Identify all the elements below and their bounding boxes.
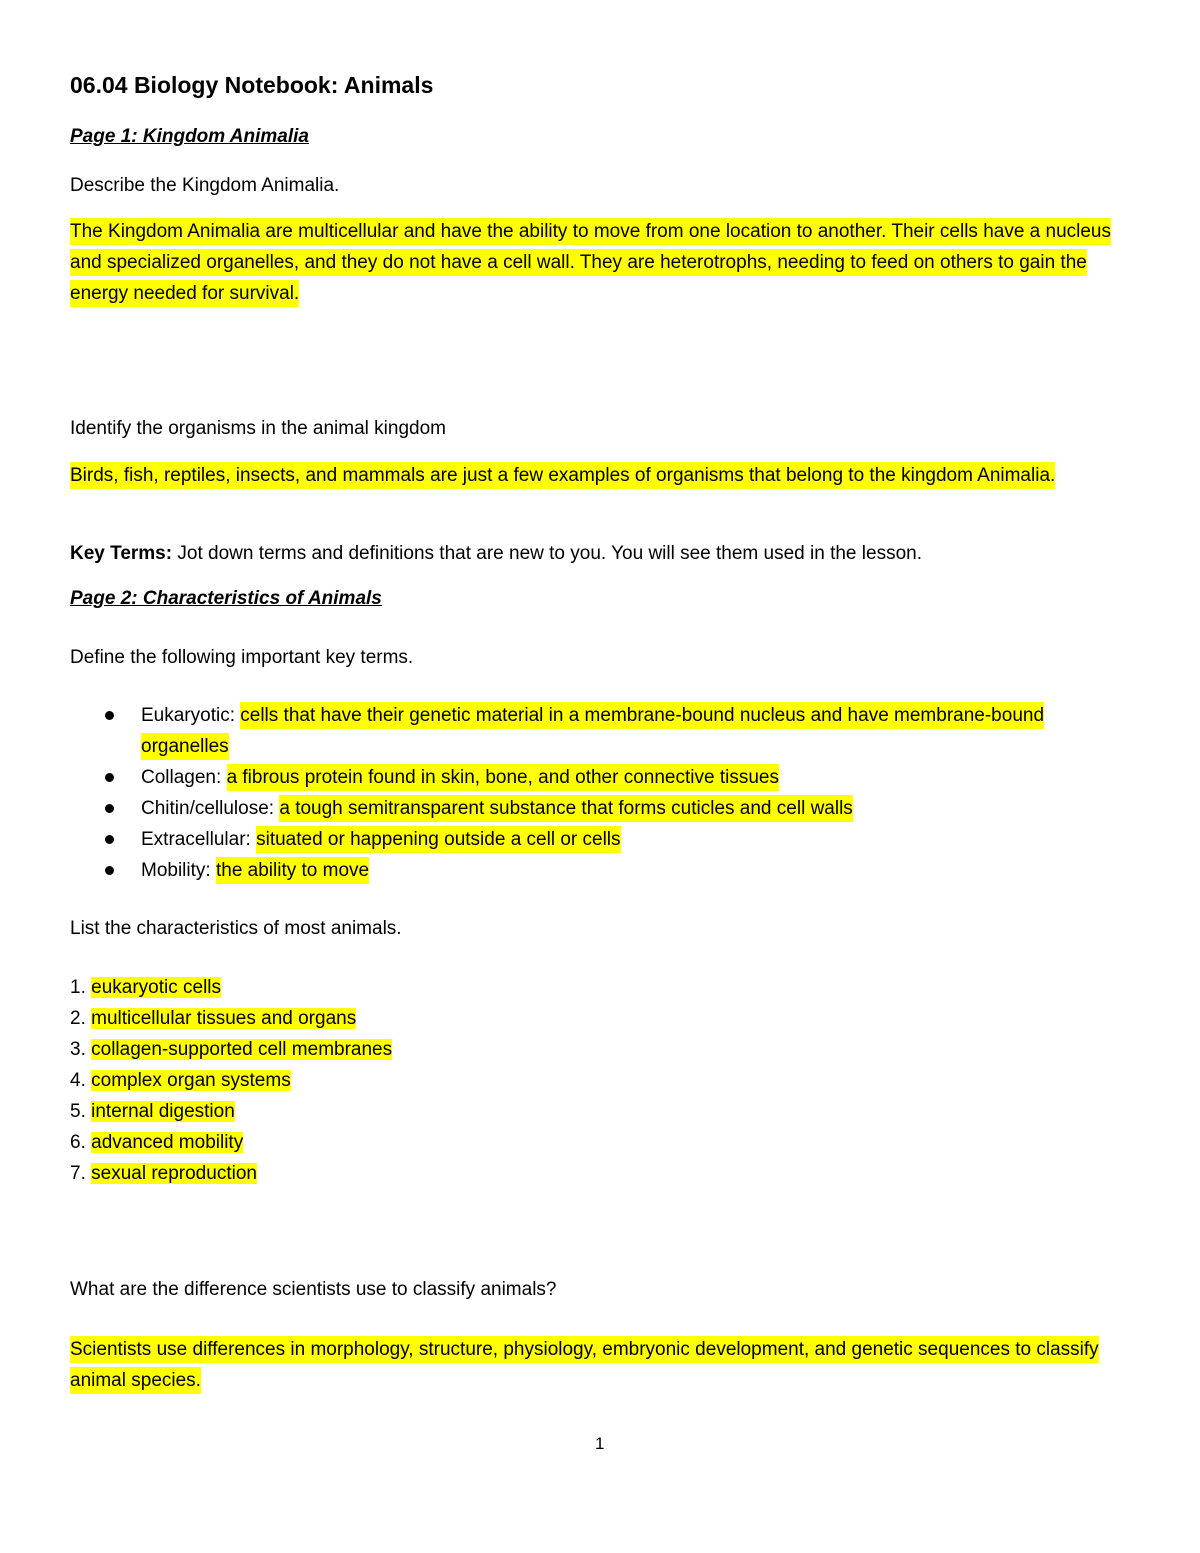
- prompt-describe-kingdom: Describe the Kingdom Animalia.: [70, 175, 340, 196]
- characteristic-item: [70, 1158, 392, 1189]
- key-term-label: Extracellular:: [141, 829, 257, 850]
- key-term-definition: cells that have their genetic material in a membrane-bound nucleus and have membrane-bound organelles: [141, 702, 1044, 760]
- key-term-label: Collagen:: [141, 767, 227, 788]
- page1-heading: Page 1: Kingdom Animalia: [70, 126, 309, 147]
- key-term-item: [70, 793, 1130, 824]
- key-term-label: Mobility:: [141, 860, 216, 881]
- key-term-label: Eukaryotic:: [141, 705, 241, 726]
- characteristic-text: advanced mobility: [91, 1132, 244, 1153]
- characteristic-number: 3.: [70, 1039, 92, 1060]
- prompt-identify-organisms: Identify the organisms in the animal kingdom: [70, 418, 446, 439]
- key-term-item: [70, 700, 1130, 762]
- key-term-item: [70, 762, 1130, 793]
- bullet-icon: [105, 773, 114, 782]
- characteristic-item: [70, 1003, 392, 1034]
- characteristics-list: [70, 972, 392, 1189]
- characteristic-number: 5.: [70, 1101, 92, 1122]
- document-title: 06.04 Biology Notebook: Animals: [70, 72, 434, 98]
- characteristic-number: 7.: [70, 1163, 92, 1184]
- characteristic-number: 1.: [70, 977, 92, 998]
- characteristic-number: 4.: [70, 1070, 92, 1091]
- key-terms-instructions: Jot down terms and definitions that are new to you. You will see them used in the lesson.: [172, 543, 922, 564]
- characteristic-item: [70, 1065, 392, 1096]
- characteristic-text: collagen-supported cell membranes: [91, 1039, 393, 1060]
- key-term-item: [70, 824, 1130, 855]
- page-number: 1: [595, 1434, 605, 1453]
- characteristic-text: eukaryotic cells: [91, 977, 222, 998]
- key-terms-list: [70, 700, 1130, 886]
- characteristic-item: [70, 1127, 392, 1158]
- answer-classify-animals-text: Scientists use differences in morphology, structure, physiology, embryonic development, and genetic sequences to classify animal species.: [70, 1336, 1099, 1394]
- answer-identify-organisms: [70, 460, 1125, 491]
- key-term-item: [70, 855, 1130, 886]
- prompt-classify-animals: What are the difference scientists use to classify animals?: [70, 1279, 557, 1300]
- bullet-icon: [105, 835, 114, 844]
- answer-classify-animals: [70, 1334, 1125, 1396]
- characteristic-text: internal digestion: [91, 1101, 235, 1122]
- key-terms-note: [70, 538, 1125, 569]
- characteristic-text: complex organ systems: [91, 1070, 291, 1091]
- bullet-icon: [105, 866, 114, 875]
- page2-heading: Page 2: Characteristics of Animals: [70, 588, 382, 609]
- key-term-definition: situated or happening outside a cell or cells: [256, 826, 620, 853]
- characteristic-number: 2.: [70, 1008, 92, 1029]
- prompt-list-characteristics: List the characteristics of most animals.: [70, 918, 402, 939]
- characteristic-item: [70, 1034, 392, 1065]
- key-term-definition: a fibrous protein found in skin, bone, and other connective tissues: [227, 764, 779, 791]
- characteristic-number: 6.: [70, 1132, 92, 1153]
- characteristic-item: [70, 972, 392, 1003]
- key-terms-label: Key Terms:: [70, 543, 173, 564]
- key-term-label: Chitin/cellulose:: [141, 798, 280, 819]
- bullet-icon: [105, 711, 114, 720]
- characteristic-item: [70, 1096, 392, 1127]
- characteristic-text: sexual reproduction: [91, 1163, 257, 1184]
- answer-describe-kingdom-text: The Kingdom Animalia are multicellular and have the ability to move from one location to another. Their cells have a nucleus and specialized organelles, and they do not have a cell wall. They are heterotrophs, needing to feed on others to gain the energy needed for survival.: [70, 218, 1111, 307]
- key-term-definition: the ability to move: [216, 857, 369, 884]
- prompt-define-terms: Define the following important key terms.: [70, 647, 414, 668]
- characteristic-text: multicellular tissues and organs: [91, 1008, 357, 1029]
- key-term-definition: a tough semitransparent substance that forms cuticles and cell walls: [279, 795, 852, 822]
- answer-identify-organisms-text: Birds, fish, reptiles, insects, and mammals are just a few examples of organisms that belong to the kingdom Animalia.: [70, 462, 1055, 489]
- document-page: [70, 0, 1130, 1553]
- bullet-icon: [105, 804, 114, 813]
- answer-describe-kingdom: [70, 216, 1125, 309]
